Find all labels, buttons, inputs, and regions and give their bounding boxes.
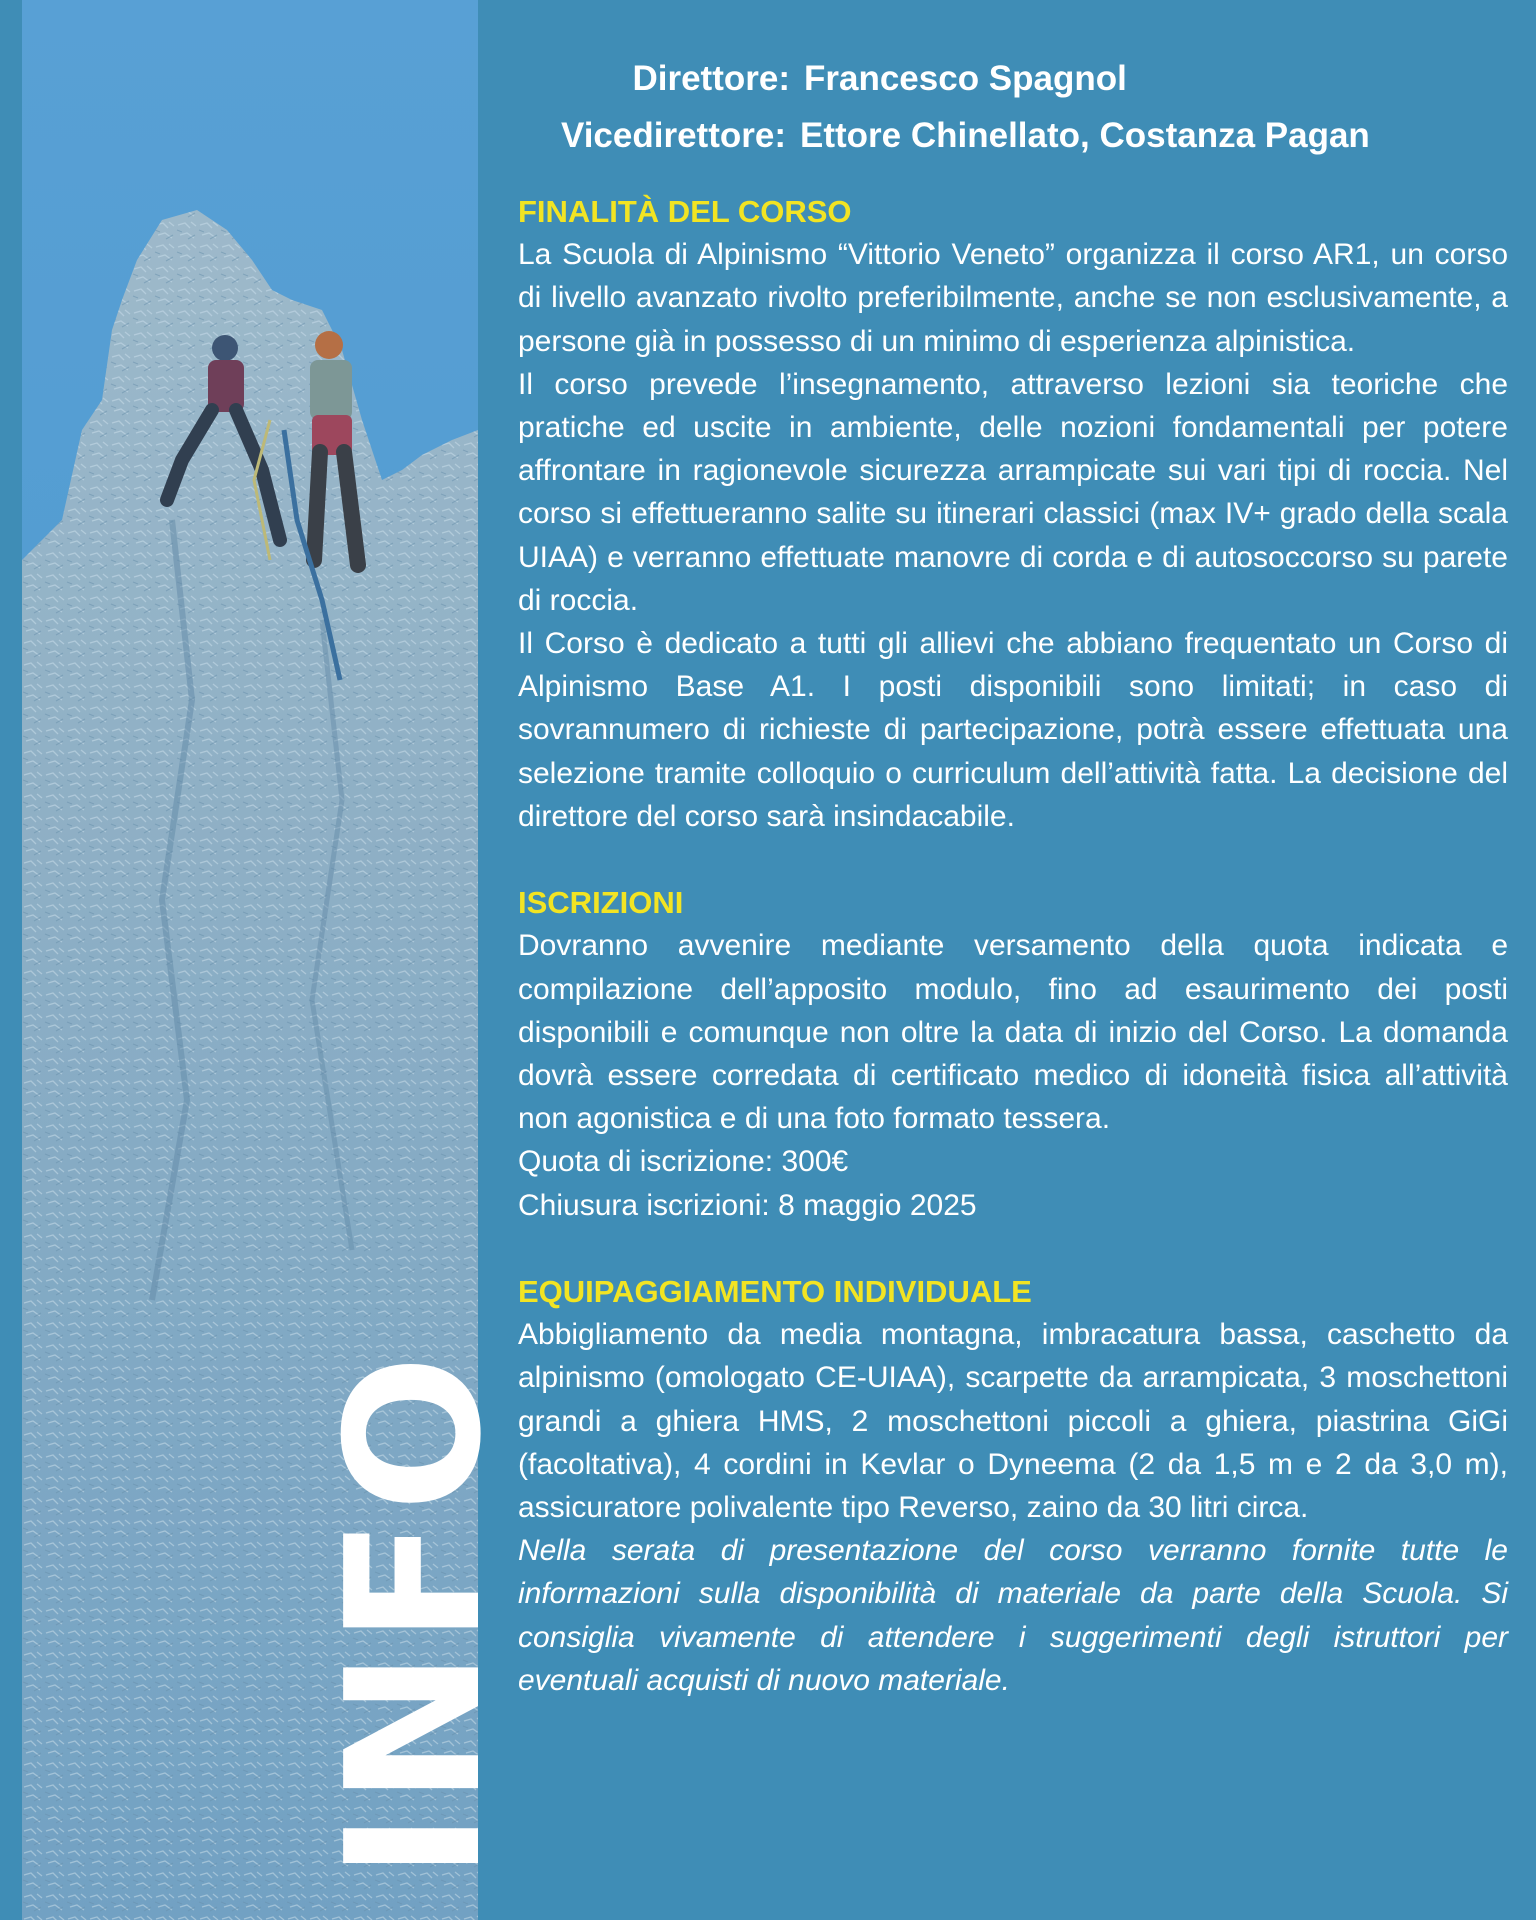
climbing-photo: [22, 0, 522, 1920]
equipment-heading: EQUIPAGGIAMENTO INDIVIDUALE: [518, 1274, 1032, 1310]
registration-paragraph: Dovranno avvenire mediante versamento della quota indicata e compilazione dell’apposito modulo, fino ad esaurimento dei posti disponibili e comunque non oltre la data di inizio del Corso. La domanda dovrà essere corredata di certificato medico di idoneità fisica all’attività non agonistica e di una foto formato tessera.: [518, 929, 1508, 1136]
vice-director-names: Ettore Chinellato, Costanza Pagan: [800, 116, 1370, 155]
purpose-paragraph: Il corso prevede l’insegnamento, attraverso lezioni sia teoriche che pratiche ed uscite in ambiente, delle nozioni fondamentali per potere affrontare in ragionevole sicurezza arrampicate sui vari tipi di roccia. Nel corso si effettueranno salite su itinerari classici (max IV+ grado della scala UIAA) e verranno effettuate manovre di corda e di autosoccorso su parete di roccia.: [518, 367, 1508, 617]
sections: [518, 190, 1508, 1702]
directors-block: [518, 50, 1508, 164]
section-spacer: [518, 838, 1508, 881]
section-spacer: [518, 1227, 1508, 1270]
equipment-section: [518, 1270, 1508, 1702]
registration-closing: Chiusura iscrizioni: 8 maggio 2025: [518, 1188, 977, 1222]
equipment-paragraph: Abbigliamento da media montagna, imbracatura bassa, caschetto da alpinismo (omologato CE-UIAA), scarpette da arrampicata, 3 moschettoni grandi a ghiera HMS, 2 moschettoni piccoli a ghiera, piastrina GiGi (facoltativa), 4 cordini in Kevlar o Dyneema (2 da 1,5 m e 2 da 3,0 m), assicuratore polivalente tipo Reverso, zaino da 30 litri circa.: [518, 1318, 1508, 1525]
registration-fee: Quota di iscrizione: 300€: [518, 1145, 849, 1179]
info-vertical-title: INFO: [306, 1348, 522, 1880]
registration-section: [518, 881, 1508, 1227]
purpose-paragraph: Il Corso è dedicato a tutti gli allievi che abbiano frequentato un Corso di Alpinismo Base A1. I posti disponibili sono limitati; in caso di sovrannumero di richieste di partecipazione, potrà essere effettuata una selezione tramite colloquio o curriculum dell’attività fatta. La decisione del direttore del corso sarà insindacabile.: [518, 627, 1508, 833]
purpose-section: [518, 190, 1508, 838]
equipment-note: Nella serata di presentazione del corso verranno fornite tutte le informazioni sulla disponibilità di materiale da parte della Scuola. Si consiglia vivamente di attendere i suggerimenti degli istruttori per eventuali acquisti di nuovo materiale.: [518, 1534, 1508, 1697]
director-row: [518, 50, 1508, 107]
purpose-heading: FINALITÀ DEL CORSO: [518, 194, 852, 229]
director-label: Direttore:: [632, 59, 790, 98]
director-name: Francesco Spagnol: [804, 59, 1127, 98]
purpose-paragraph: La Scuola di Alpinismo “Vittorio Veneto” organizza il corso AR1, un corso di livello avanzato rivolto preferibilmente, anche se non esclusivamente, a persone già in possesso di un minimo di esperienza alpinistica.: [518, 238, 1508, 358]
registration-heading: ISCRIZIONI: [518, 885, 684, 921]
vice-director-row: [518, 107, 1508, 164]
vice-director-label: Vicedirettore:: [561, 116, 786, 155]
